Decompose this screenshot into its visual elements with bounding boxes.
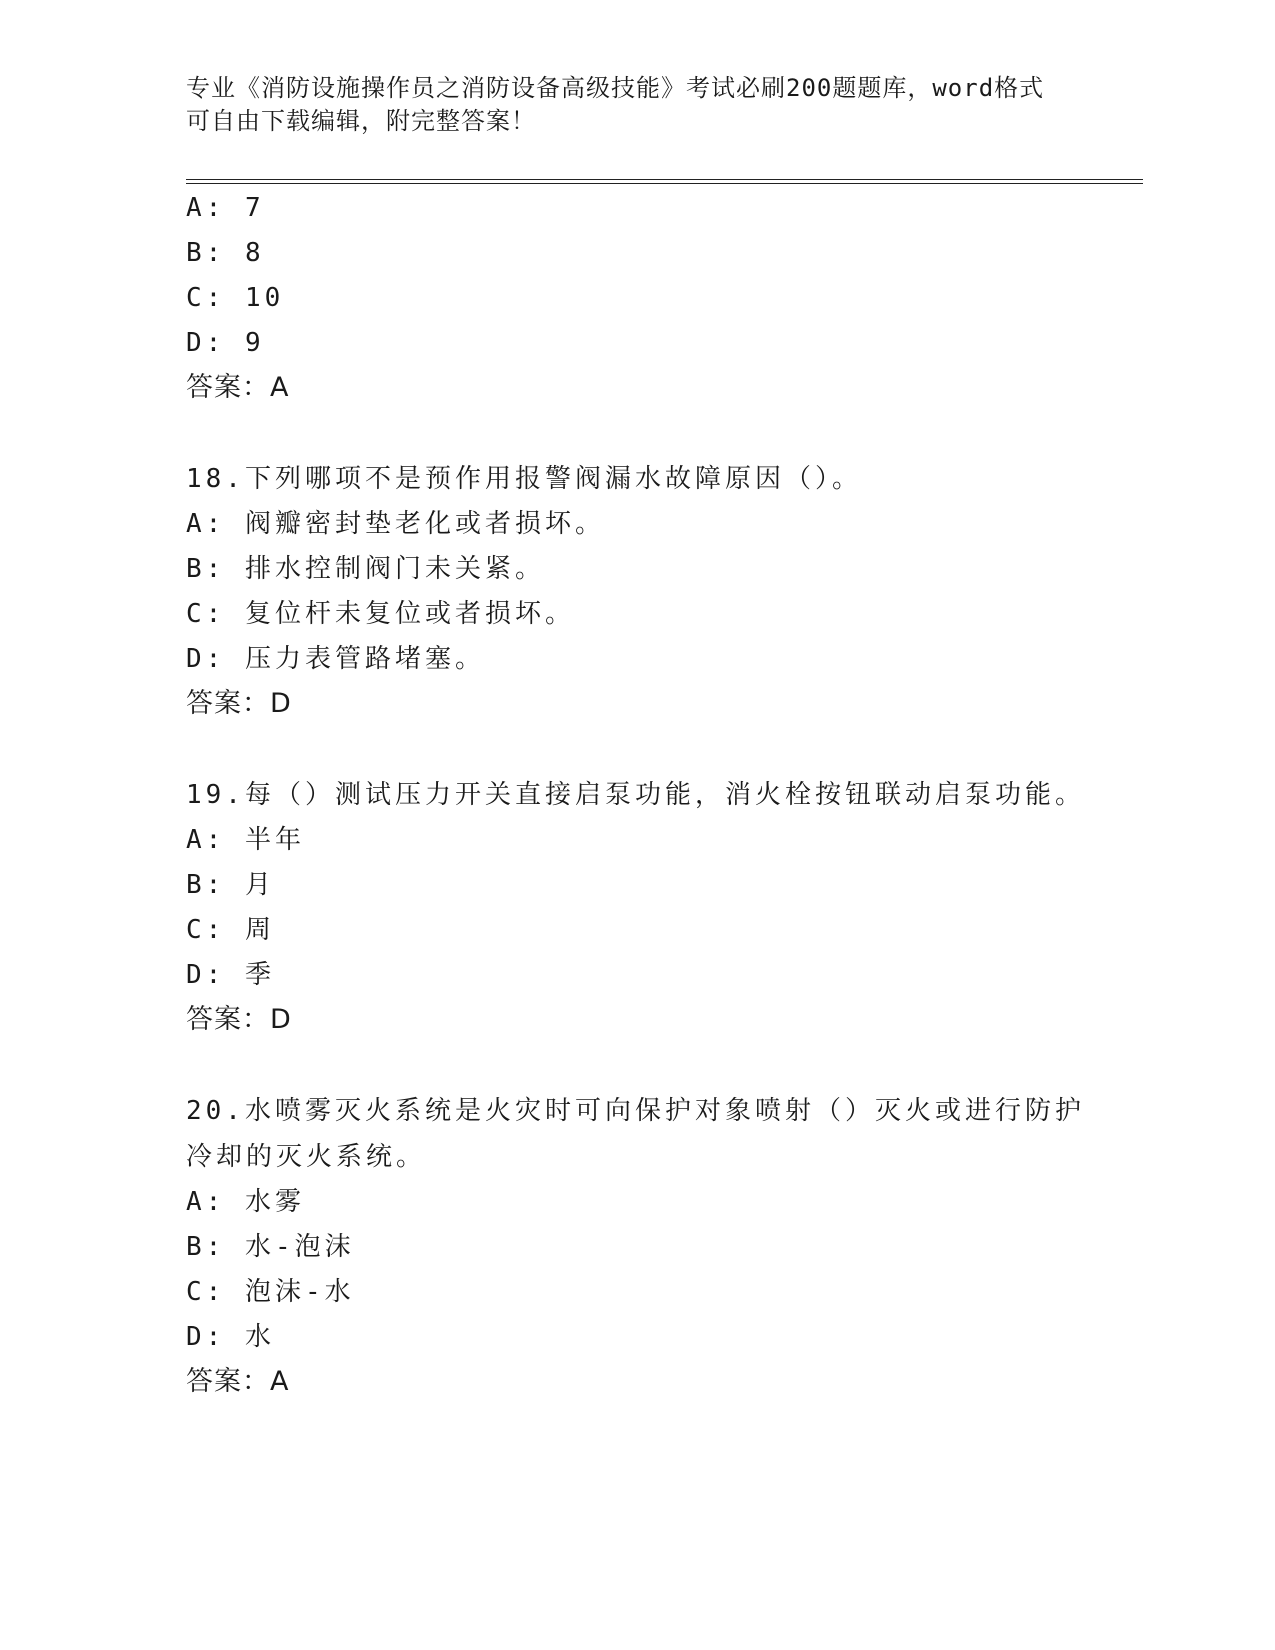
q17-answer: 答案：A <box>186 372 290 403</box>
q19-option-c: C: 周 <box>186 915 275 945</box>
q17-option-d: D: 9 <box>186 328 265 358</box>
q20-option-c: C: 泡沫-水 <box>186 1277 355 1307</box>
document-header: 专业《消防设施操作员之消防设备高级技能》考试必刷200题题库，word格式可自由下载编辑，附完整答案！ <box>186 74 1045 135</box>
q17-option-c: C: 10 <box>186 283 285 313</box>
q18-question: 18.下列哪项不是预作用报警阀漏水故障原因（）。 <box>186 464 862 494</box>
q18-option-b: B: 排水控制阀门未关紧。 <box>186 554 545 584</box>
q18-answer: 答案：D <box>186 688 292 719</box>
q17-option-b: B: 8 <box>186 238 265 268</box>
header-divider-top <box>186 179 1143 180</box>
q18-option-a: A: 阀瓣密封垫老化或者损坏。 <box>186 509 605 539</box>
q19-option-a: A: 半年 <box>186 825 305 855</box>
q20-answer: 答案：A <box>186 1366 290 1397</box>
q18-option-d: D: 压力表管路堵塞。 <box>186 644 485 674</box>
q19-option-d: D: 季 <box>186 960 275 990</box>
q17-option-a: A: 7 <box>186 193 265 223</box>
q19-question: 19.每（）测试压力开关直接启泵功能，消火栓按钮联动启泵功能。 <box>186 780 1085 810</box>
q19-option-b: B: 月 <box>186 870 275 900</box>
q20-option-d: D: 水 <box>186 1322 275 1352</box>
q20-option-a: A: 水雾 <box>186 1187 305 1217</box>
q20-question: 20.水喷雾灭火系统是火灾时可向保护对象喷射（）灭火或进行防护冷却的灭火系统。 <box>186 1096 1085 1172</box>
q19-answer: 答案：D <box>186 1004 292 1035</box>
q20-option-b: B: 水-泡沫 <box>186 1232 355 1262</box>
header-divider-bottom <box>186 183 1143 184</box>
q18-option-c: C: 复位杆未复位或者损坏。 <box>186 599 575 629</box>
